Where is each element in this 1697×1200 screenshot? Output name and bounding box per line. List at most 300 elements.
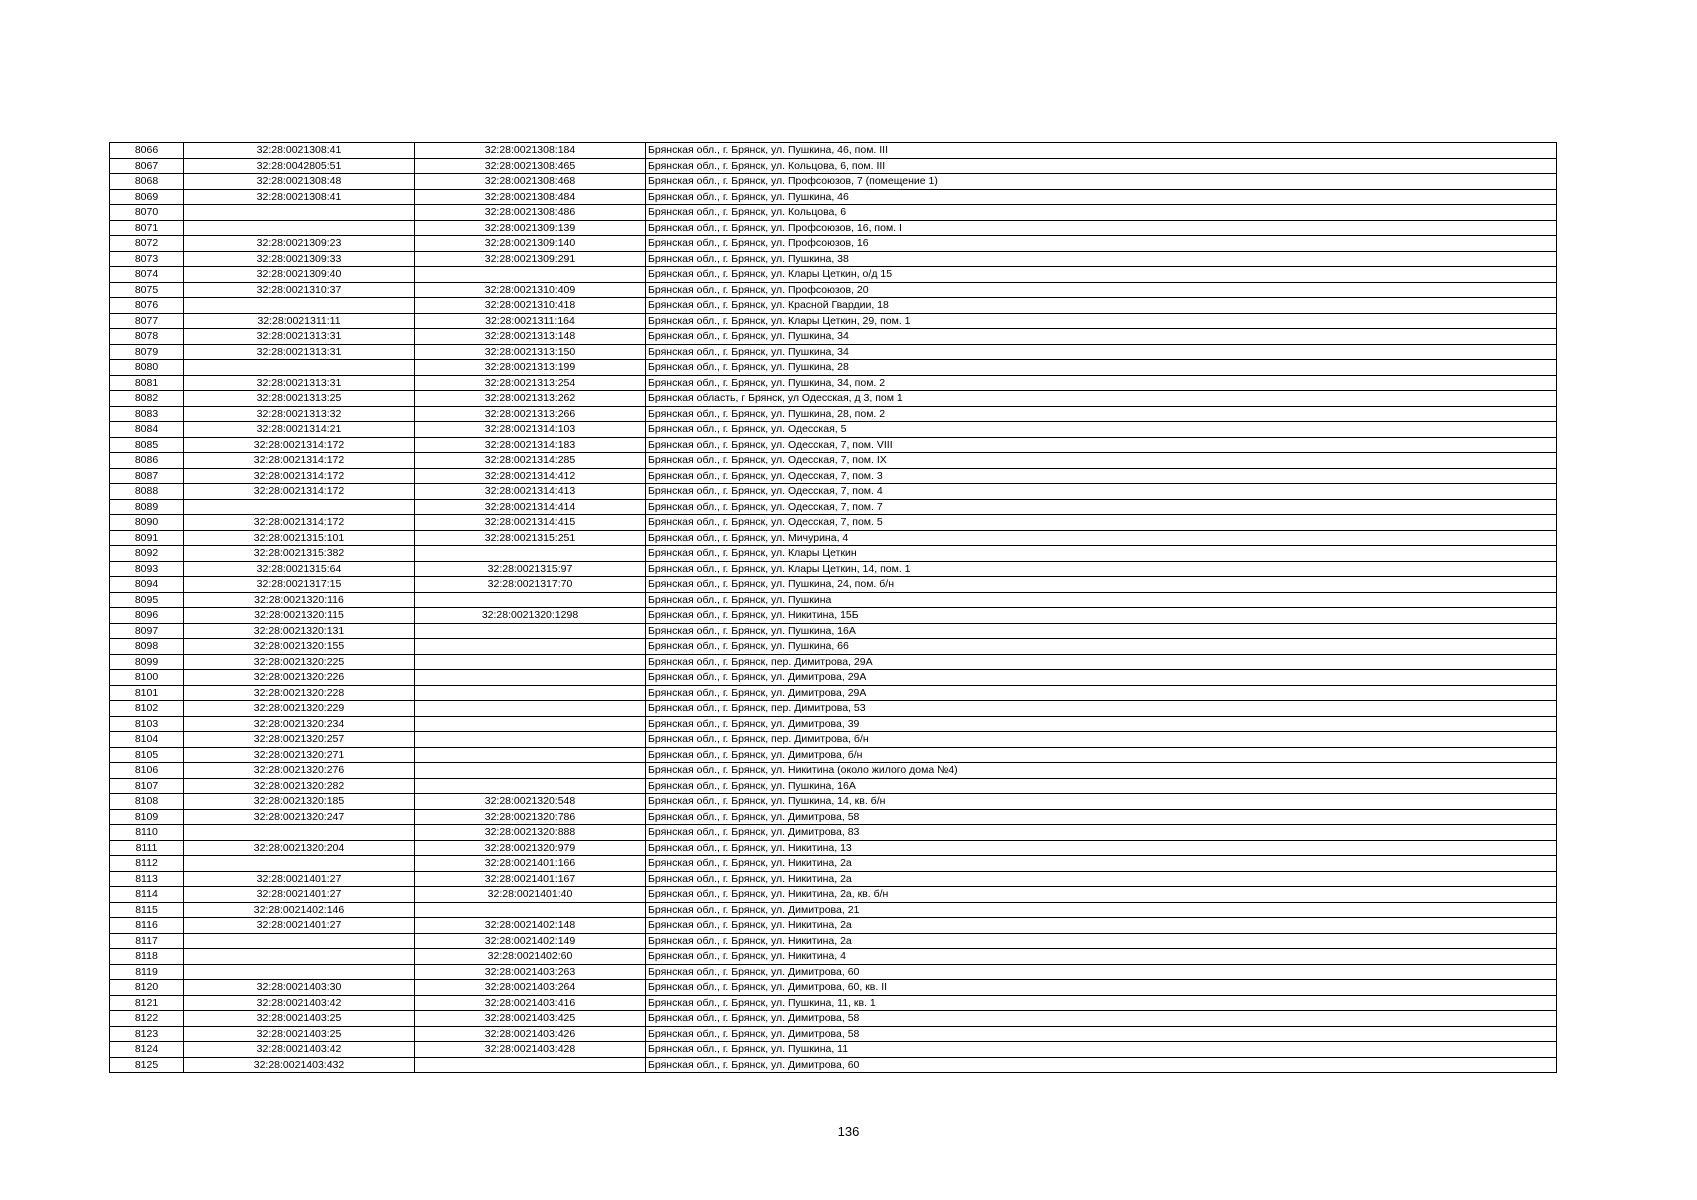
address-cell: Брянская обл., г. Брянск, ул. Димитрова, 60 [646,1057,1557,1073]
object-cadastral-cell: 32:28:0021317:70 [415,577,646,593]
land-cadastral-cell: 32:28:0021309:40 [184,267,415,283]
address-cell: Брянская обл., г. Брянск, ул. Пушкина, 11 [646,1042,1557,1058]
table-row [110,344,1557,360]
address-cell: Брянская обл., г. Брянск, ул. Никитина, 2а [646,871,1557,887]
address-cell: Брянская обл., г. Брянск, ул. Клары Цеткин, 14, пом. 1 [646,561,1557,577]
address-cell: Брянская обл., г. Брянск, ул. Пушкина, 16А [646,778,1557,794]
land-cadastral-cell: 32:28:0021401:27 [184,918,415,934]
table-row [110,794,1557,810]
table-row [110,205,1557,221]
object-cadastral-cell [415,592,646,608]
table-row [110,670,1557,686]
land-cadastral-cell: 32:28:0021320:115 [184,608,415,624]
land-cadastral-cell: 32:28:0021320:226 [184,670,415,686]
address-cell: Брянская обл., г. Брянск, ул. Клары Цеткин, 29, пом. 1 [646,313,1557,329]
row-number-cell: 8079 [110,344,184,360]
land-cadastral-cell: 32:28:0021320:247 [184,809,415,825]
table-row [110,995,1557,1011]
row-number-cell: 8116 [110,918,184,934]
object-cadastral-cell [415,747,646,763]
table-row [110,856,1557,872]
object-cadastral-cell: 32:28:0021308:184 [415,143,646,159]
land-cadastral-cell: 32:28:0021320:271 [184,747,415,763]
table-row [110,778,1557,794]
land-cadastral-cell: 32:28:0021313:31 [184,344,415,360]
object-cadastral-cell: 32:28:0021402:149 [415,933,646,949]
row-number-cell: 8068 [110,174,184,190]
row-number-cell: 8092 [110,546,184,562]
address-cell: Брянская обл., г. Брянск, ул. Профсоюзов, 16 [646,236,1557,252]
row-number-cell: 8077 [110,313,184,329]
address-cell: Брянская обл., г. Брянск, ул. Пушкина, 46 [646,189,1557,205]
table-row [110,871,1557,887]
address-cell: Брянская обл., г. Брянск, ул. Никитина, 13 [646,840,1557,856]
address-cell: Брянская обл., г. Брянск, ул. Пушкина, 66 [646,639,1557,655]
object-cadastral-cell [415,732,646,748]
object-cadastral-cell: 32:28:0021314:414 [415,499,646,515]
address-cell: Брянская обл., г. Брянск, ул. Димитрова, 58 [646,1026,1557,1042]
land-cadastral-cell: 32:28:0021320:155 [184,639,415,655]
address-cell: Брянская обл., г. Брянск, ул. Кольцова, 6 [646,205,1557,221]
row-number-cell: 8087 [110,468,184,484]
table-row [110,267,1557,283]
land-cadastral-cell: 32:28:0021309:23 [184,236,415,252]
row-number-cell: 8122 [110,1011,184,1027]
table-row [110,763,1557,779]
row-number-cell: 8096 [110,608,184,624]
object-cadastral-cell [415,623,646,639]
address-cell: Брянская обл., г. Брянск, ул. Димитрова, 58 [646,1011,1557,1027]
land-cadastral-cell: 32:28:0021403:432 [184,1057,415,1073]
address-cell: Брянская обл., г. Брянск, ул. Пушкина, 28 [646,360,1557,376]
object-cadastral-cell: 32:28:0021309:291 [415,251,646,267]
address-cell: Брянская обл., г. Брянск, ул. Никитина, 2а [646,856,1557,872]
row-number-cell: 8105 [110,747,184,763]
land-cadastral-cell: 32:28:0021313:32 [184,406,415,422]
table-row [110,716,1557,732]
land-cadastral-cell: 32:28:0021320:204 [184,840,415,856]
row-number-cell: 8085 [110,437,184,453]
object-cadastral-cell: 32:28:0021314:285 [415,453,646,469]
row-number-cell: 8095 [110,592,184,608]
land-cadastral-cell: 32:28:0021320:185 [184,794,415,810]
object-cadastral-cell: 32:28:0021308:465 [415,158,646,174]
address-cell: Брянская обл., г. Брянск, ул. Никитина, 2а [646,918,1557,934]
land-cadastral-cell: 32:28:0021308:41 [184,143,415,159]
land-cadastral-cell: 32:28:0021314:172 [184,468,415,484]
table-row [110,220,1557,236]
address-cell: Брянская обл., г. Брянск, ул. Димитрова, 60, кв. II [646,980,1557,996]
table-row [110,313,1557,329]
land-cadastral-cell: 32:28:0021314:172 [184,437,415,453]
row-number-cell: 8074 [110,267,184,283]
object-cadastral-cell [415,546,646,562]
page-number: 136 [837,1124,860,1139]
land-cadastral-cell: 32:28:0021315:101 [184,530,415,546]
object-cadastral-cell: 32:28:0021403:425 [415,1011,646,1027]
row-number-cell: 8081 [110,375,184,391]
object-cadastral-cell: 32:28:0021402:60 [415,949,646,965]
table-row [110,189,1557,205]
object-cadastral-cell: 32:28:0021310:409 [415,282,646,298]
land-cadastral-cell [184,499,415,515]
object-cadastral-cell: 32:28:0021308:486 [415,205,646,221]
row-number-cell: 8108 [110,794,184,810]
land-cadastral-cell: 32:28:0021320:257 [184,732,415,748]
object-cadastral-cell: 32:28:0021403:263 [415,964,646,980]
row-number-cell: 8125 [110,1057,184,1073]
table-row [110,902,1557,918]
land-cadastral-cell: 32:28:0021403:42 [184,995,415,1011]
land-cadastral-cell: 32:28:0021403:30 [184,980,415,996]
object-cadastral-cell: 32:28:0021401:167 [415,871,646,887]
land-cadastral-cell: 32:28:0021315:64 [184,561,415,577]
object-cadastral-cell: 32:28:0021309:139 [415,220,646,236]
table-row [110,530,1557,546]
table-row [110,422,1557,438]
row-number-cell: 8114 [110,887,184,903]
object-cadastral-cell [415,685,646,701]
table-row [110,375,1557,391]
address-cell: Брянская обл., г. Брянск, ул. Димитрова, 39 [646,716,1557,732]
row-number-cell: 8123 [110,1026,184,1042]
row-number-cell: 8084 [110,422,184,438]
row-number-cell: 8111 [110,840,184,856]
address-cell: Брянская обл., г. Брянск, ул. Пушкина, 34, пом. 2 [646,375,1557,391]
address-cell: Брянская обл., г. Брянск, ул. Пушкина [646,592,1557,608]
land-cadastral-cell [184,205,415,221]
table-row [110,158,1557,174]
land-cadastral-cell: 32:28:0021320:276 [184,763,415,779]
object-cadastral-cell: 32:28:0021401:40 [415,887,646,903]
row-number-cell: 8118 [110,949,184,965]
object-cadastral-cell: 32:28:0021313:266 [415,406,646,422]
address-cell: Брянская обл., г. Брянск, ул. Одесская, 7, пом. IX [646,453,1557,469]
object-cadastral-cell: 32:28:0021308:468 [415,174,646,190]
object-cadastral-cell: 32:28:0021320:979 [415,840,646,856]
address-cell: Брянская обл., г. Брянск, ул. Никитина, 2а, кв. б/н [646,887,1557,903]
row-number-cell: 8112 [110,856,184,872]
table-row [110,1057,1557,1073]
address-cell: Брянская обл., г. Брянск, ул. Димитрова, 60 [646,964,1557,980]
table-row [110,391,1557,407]
table-row [110,1011,1557,1027]
row-number-cell: 8086 [110,453,184,469]
land-cadastral-cell: 32:28:0021315:382 [184,546,415,562]
table-row [110,964,1557,980]
table-row [110,1042,1557,1058]
object-cadastral-cell [415,902,646,918]
land-cadastral-cell [184,856,415,872]
address-cell: Брянская обл., г. Брянск, пер. Димитрова, 29А [646,654,1557,670]
object-cadastral-cell [415,778,646,794]
object-cadastral-cell: 32:28:0021315:97 [415,561,646,577]
land-cadastral-cell: 32:28:0021308:41 [184,189,415,205]
row-number-cell: 8098 [110,639,184,655]
land-cadastral-cell: 32:28:0021314:172 [184,453,415,469]
land-cadastral-cell [184,360,415,376]
table-row [110,236,1557,252]
object-cadastral-cell: 32:28:0021320:548 [415,794,646,810]
object-cadastral-cell: 32:28:0021308:484 [415,189,646,205]
table-row [110,747,1557,763]
address-cell: Брянская обл., г. Брянск, ул. Профсоюзов, 20 [646,282,1557,298]
row-number-cell: 8091 [110,530,184,546]
land-cadastral-cell [184,220,415,236]
land-cadastral-cell [184,949,415,965]
object-cadastral-cell [415,716,646,732]
address-cell: Брянская обл., г. Брянск, ул. Димитрова, б/н [646,747,1557,763]
row-number-cell: 8090 [110,515,184,531]
table-row [110,732,1557,748]
table-row [110,840,1557,856]
address-cell: Брянская обл., г. Брянск, ул. Никитина, 15Б [646,608,1557,624]
row-number-cell: 8083 [110,406,184,422]
land-cadastral-cell: 32:28:0021403:25 [184,1026,415,1042]
row-number-cell: 8071 [110,220,184,236]
object-cadastral-cell [415,267,646,283]
row-number-cell: 8072 [110,236,184,252]
address-cell: Брянская обл., г. Брянск, ул. Мичурина, 4 [646,530,1557,546]
address-cell: Брянская обл., г. Брянск, ул. Пушкина, 34 [646,344,1557,360]
row-number-cell: 8070 [110,205,184,221]
object-cadastral-cell: 32:28:0021313:199 [415,360,646,376]
address-cell: Брянская обл., г. Брянск, ул. Никитина (около жилого дома №4) [646,763,1557,779]
row-number-cell: 8120 [110,980,184,996]
address-cell: Брянская обл., г. Брянск, ул. Димитрова, 29А [646,670,1557,686]
land-cadastral-cell: 32:28:0021313:31 [184,375,415,391]
table-row [110,623,1557,639]
address-cell: Брянская обл., г. Брянск, ул. Димитрова, 58 [646,809,1557,825]
address-cell: Брянская обл., г. Брянск, ул. Одесская, 7, пом. 4 [646,484,1557,500]
land-cadastral-cell: 32:28:0021403:42 [184,1042,415,1058]
address-cell: Брянская обл., г. Брянск, ул. Клары Цеткин, о/д 15 [646,267,1557,283]
object-cadastral-cell: 32:28:0021403:426 [415,1026,646,1042]
land-cadastral-cell: 32:28:0021403:25 [184,1011,415,1027]
table-row [110,577,1557,593]
object-cadastral-cell: 32:28:0021402:148 [415,918,646,934]
land-cadastral-cell: 32:28:0021314:172 [184,515,415,531]
table-row [110,592,1557,608]
object-cadastral-cell: 32:28:0021313:262 [415,391,646,407]
row-number-cell: 8124 [110,1042,184,1058]
land-cadastral-cell [184,825,415,841]
object-cadastral-cell: 32:28:0021320:786 [415,809,646,825]
land-cadastral-cell: 32:28:0021320:228 [184,685,415,701]
object-cadastral-cell: 32:28:0021314:413 [415,484,646,500]
land-cadastral-cell: 32:28:0021314:172 [184,484,415,500]
address-cell: Брянская обл., г. Брянск, ул. Димитрова, 29А [646,685,1557,701]
table-row [110,546,1557,562]
address-cell: Брянская обл., г. Брянск, ул. Пушкина, 14, кв. б/н [646,794,1557,810]
row-number-cell: 8067 [110,158,184,174]
address-cell: Брянская обл., г. Брянск, ул. Одесская, 7, пом. VIII [646,437,1557,453]
row-number-cell: 8104 [110,732,184,748]
land-cadastral-cell: 32:28:0021320:131 [184,623,415,639]
address-cell: Брянская обл., г. Брянск, ул. Пушкина, 38 [646,251,1557,267]
address-cell: Брянская обл., г. Брянск, ул. Одесская, 7, пом. 5 [646,515,1557,531]
row-number-cell: 8066 [110,143,184,159]
object-cadastral-cell: 32:28:0021313:254 [415,375,646,391]
registry-sheet [109,142,1556,1073]
row-number-cell: 8094 [110,577,184,593]
land-cadastral-cell: 32:28:0021401:27 [184,887,415,903]
row-number-cell: 8103 [110,716,184,732]
address-cell: Брянская обл., г. Брянск, ул. Пушкина, 24, пом. б/н [646,577,1557,593]
row-number-cell: 8076 [110,298,184,314]
address-cell: Брянская обл., г. Брянск, пер. Димитрова, 53 [646,701,1557,717]
object-cadastral-cell [415,763,646,779]
land-cadastral-cell: 32:28:0021401:27 [184,871,415,887]
address-cell: Брянская обл., г. Брянск, ул. Одесская, 7, пом. 3 [646,468,1557,484]
row-number-cell: 8088 [110,484,184,500]
row-number-cell: 8069 [110,189,184,205]
address-cell: Брянская обл., г. Брянск, ул. Одесская, 5 [646,422,1557,438]
row-number-cell: 8080 [110,360,184,376]
address-cell: Брянская обл., г. Брянск, ул. Пушкина, 16А [646,623,1557,639]
object-cadastral-cell [415,701,646,717]
row-number-cell: 8113 [110,871,184,887]
table-row [110,639,1557,655]
table-row [110,499,1557,515]
table-row [110,298,1557,314]
address-cell: Брянская обл., г. Брянск, ул. Клары Цеткин [646,546,1557,562]
object-cadastral-cell: 32:28:0021403:428 [415,1042,646,1058]
table-row [110,453,1557,469]
object-cadastral-cell: 32:28:0021315:251 [415,530,646,546]
address-cell: Брянская область, г Брянск, ул Одесская, д 3, пом 1 [646,391,1557,407]
row-number-cell: 8073 [110,251,184,267]
land-cadastral-cell: 32:28:0021317:15 [184,577,415,593]
row-number-cell: 8089 [110,499,184,515]
address-cell: Брянская обл., г. Брянск, ул. Профсоюзов, 16, пом. I [646,220,1557,236]
object-cadastral-cell: 32:28:0021403:416 [415,995,646,1011]
table-row [110,561,1557,577]
table-row [110,701,1557,717]
registry-table-body [110,143,1557,1073]
table-row [110,887,1557,903]
address-cell: Брянская обл., г. Брянск, ул. Профсоюзов, 7 (помещение 1) [646,174,1557,190]
table-row [110,468,1557,484]
address-cell: Брянская обл., г. Брянск, ул. Димитрова, 21 [646,902,1557,918]
land-cadastral-cell: 32:28:0021313:25 [184,391,415,407]
table-row [110,515,1557,531]
object-cadastral-cell: 32:28:0021314:415 [415,515,646,531]
table-row [110,360,1557,376]
land-cadastral-cell [184,298,415,314]
row-number-cell: 8106 [110,763,184,779]
land-cadastral-cell [184,964,415,980]
row-number-cell: 8082 [110,391,184,407]
table-row [110,1026,1557,1042]
table-row [110,329,1557,345]
row-number-cell: 8119 [110,964,184,980]
address-cell: Брянская обл., г. Брянск, пер. Димитрова, б/н [646,732,1557,748]
address-cell: Брянская обл., г. Брянск, ул. Никитина, 4 [646,949,1557,965]
land-cadastral-cell: 32:28:0042805:51 [184,158,415,174]
object-cadastral-cell: 32:28:0021309:140 [415,236,646,252]
table-row [110,685,1557,701]
land-cadastral-cell: 32:28:0021320:282 [184,778,415,794]
land-cadastral-cell: 32:28:0021308:48 [184,174,415,190]
object-cadastral-cell [415,654,646,670]
table-row [110,825,1557,841]
table-row [110,654,1557,670]
land-cadastral-cell [184,933,415,949]
address-cell: Брянская обл., г. Брянск, ул. Пушкина, 28, пом. 2 [646,406,1557,422]
table-row [110,484,1557,500]
address-cell: Брянская обл., г. Брянск, ул. Пушкина, 11, кв. 1 [646,995,1557,1011]
row-number-cell: 8075 [110,282,184,298]
object-cadastral-cell [415,639,646,655]
table-row [110,608,1557,624]
object-cadastral-cell: 32:28:0021313:148 [415,329,646,345]
table-row [110,174,1557,190]
row-number-cell: 8093 [110,561,184,577]
table-row [110,949,1557,965]
row-number-cell: 8117 [110,933,184,949]
object-cadastral-cell: 32:28:0021313:150 [415,344,646,360]
table-row [110,143,1557,159]
table-row [110,406,1557,422]
land-cadastral-cell: 32:28:0021311:11 [184,313,415,329]
table-row [110,980,1557,996]
row-number-cell: 8099 [110,654,184,670]
object-cadastral-cell: 32:28:0021320:1298 [415,608,646,624]
table-row [110,437,1557,453]
row-number-cell: 8107 [110,778,184,794]
address-cell: Брянская обл., г. Брянск, ул. Одесская, 7, пом. 7 [646,499,1557,515]
table-row [110,282,1557,298]
row-number-cell: 8097 [110,623,184,639]
land-cadastral-cell: 32:28:0021310:37 [184,282,415,298]
row-number-cell: 8078 [110,329,184,345]
object-cadastral-cell: 32:28:0021314:103 [415,422,646,438]
object-cadastral-cell: 32:28:0021311:164 [415,313,646,329]
address-cell: Брянская обл., г. Брянск, ул. Красной Гвардии, 18 [646,298,1557,314]
object-cadastral-cell: 32:28:0021310:418 [415,298,646,314]
object-cadastral-cell: 32:28:0021314:183 [415,437,646,453]
address-cell: Брянская обл., г. Брянск, ул. Никитина, 2а [646,933,1557,949]
land-cadastral-cell: 32:28:0021320:229 [184,701,415,717]
row-number-cell: 8110 [110,825,184,841]
table-row [110,918,1557,934]
land-cadastral-cell: 32:28:0021309:33 [184,251,415,267]
address-cell: Брянская обл., г. Брянск, ул. Пушкина, 46, пом. III [646,143,1557,159]
object-cadastral-cell: 32:28:0021320:888 [415,825,646,841]
object-cadastral-cell: 32:28:0021403:264 [415,980,646,996]
table-row [110,933,1557,949]
row-number-cell: 8102 [110,701,184,717]
land-cadastral-cell: 32:28:0021314:21 [184,422,415,438]
address-cell: Брянская обл., г. Брянск, ул. Димитрова, 83 [646,825,1557,841]
address-cell: Брянская обл., г. Брянск, ул. Пушкина, 34 [646,329,1557,345]
row-number-cell: 8121 [110,995,184,1011]
address-cell: Брянская обл., г. Брянск, ул. Кольцова, 6, пом. III [646,158,1557,174]
object-cadastral-cell: 32:28:0021314:412 [415,468,646,484]
land-cadastral-cell: 32:28:0021402:146 [184,902,415,918]
table-row [110,251,1557,267]
table-row [110,809,1557,825]
row-number-cell: 8100 [110,670,184,686]
land-cadastral-cell: 32:28:0021320:234 [184,716,415,732]
land-cadastral-cell: 32:28:0021313:31 [184,329,415,345]
land-cadastral-cell: 32:28:0021320:116 [184,592,415,608]
land-cadastral-cell: 32:28:0021320:225 [184,654,415,670]
row-number-cell: 8101 [110,685,184,701]
row-number-cell: 8109 [110,809,184,825]
object-cadastral-cell: 32:28:0021401:166 [415,856,646,872]
